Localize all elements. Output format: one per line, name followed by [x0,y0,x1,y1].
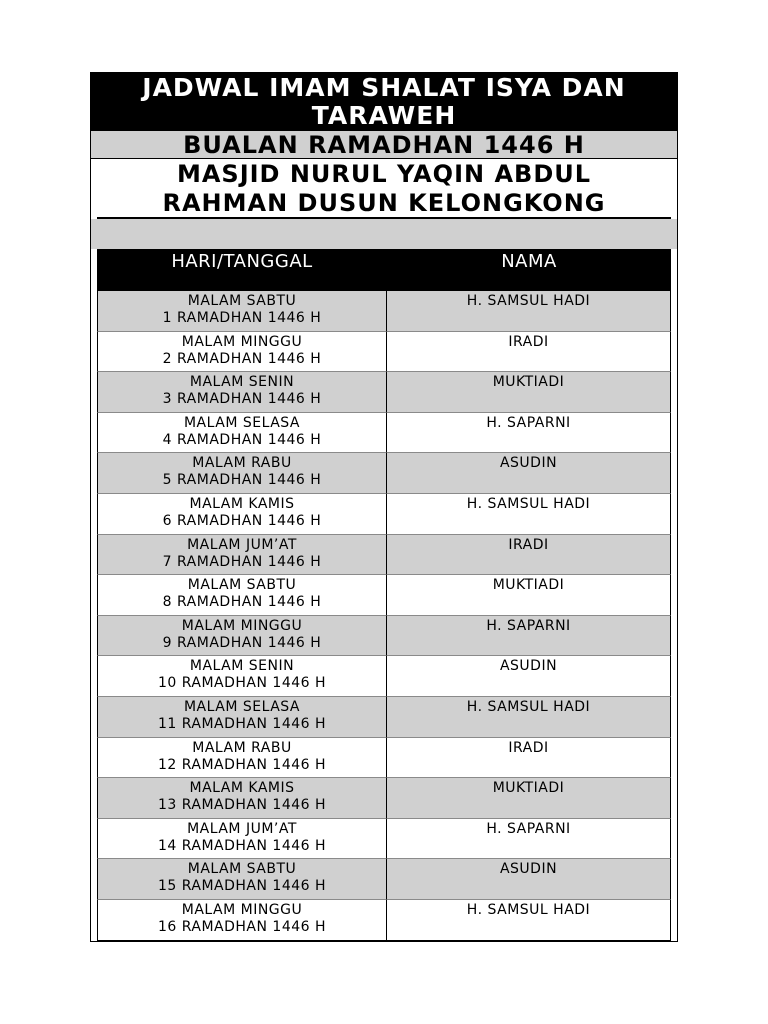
table-row [97,738,671,779]
night-label: MALAM JUM’AT [187,536,297,553]
document-subtitle: BUALAN RAMADHAN 1446 H [91,131,677,159]
day-cell [97,332,387,373]
table-row [97,413,671,454]
imam-name-cell: H. SAMSUL HADI [387,697,671,738]
day-cell [97,778,387,819]
night-label: MALAM SABTU [187,861,297,878]
date-label: 14 RAMADHAN 1446 H [157,837,327,854]
date-label: 7 RAMADHAN 1446 H [162,553,322,570]
imam-name-cell: ASUDIN [387,656,671,697]
mosque-name-line-2: RAHMAN DUSUN KELONGKONG [162,189,606,217]
imam-name-cell: IRADI [387,738,671,779]
date-label: 3 RAMADHAN 1446 H [162,391,322,408]
imam-name-cell: H. SAMSUL HADI [387,900,671,941]
night-label: MALAM MINGGU [181,333,303,350]
schedule-sheet [90,72,678,942]
night-label: MALAM KAMIS [189,780,295,797]
day-cell [97,291,387,332]
night-label: MALAM KAMIS [189,495,295,512]
date-label: 10 RAMADHAN 1446 H [157,675,327,692]
date-label: 16 RAMADHAN 1446 H [157,918,327,935]
night-label: MALAM RABU [192,739,292,756]
day-cell [97,656,387,697]
document-title: JADWAL IMAM SHALAT ISYA DAN TARAWEH [91,73,677,131]
night-label: MALAM SELASA [183,698,301,715]
date-label: 12 RAMADHAN 1446 H [157,756,327,773]
date-label: 2 RAMADHAN 1446 H [162,350,322,367]
table-row [97,575,671,616]
spacer-band [91,219,677,249]
mosque-name-line-1: MASJID NURUL YAQIN ABDUL [176,160,592,188]
day-cell [97,616,387,657]
night-label: MALAM MINGGU [181,617,303,634]
imam-name-cell: MUKTIADI [387,372,671,413]
schedule-table [97,249,671,941]
table-row [97,656,671,697]
date-label: 15 RAMADHAN 1446 H [157,878,327,895]
day-cell [97,738,387,779]
imam-name-cell: IRADI [387,332,671,373]
imam-name-cell: H. SAPARNI [387,413,671,454]
date-label: 9 RAMADHAN 1446 H [162,634,322,651]
table-row [97,291,671,332]
date-label: 13 RAMADHAN 1446 H [157,797,327,814]
date-label: 5 RAMADHAN 1446 H [162,472,322,489]
day-cell [97,900,387,941]
table-header [97,249,671,291]
table-row [97,453,671,494]
date-label: 8 RAMADHAN 1446 H [162,594,322,611]
table-row [97,778,671,819]
table-row [97,819,671,860]
night-label: MALAM SABTU [187,577,297,594]
imam-name-cell: ASUDIN [387,859,671,900]
day-cell [97,575,387,616]
night-label: MALAM SENIN [189,658,295,675]
table-row [97,494,671,535]
table-row [97,900,671,941]
imam-name-cell: IRADI [387,535,671,576]
night-label: MALAM MINGGU [181,901,303,918]
header-day: HARI/TANGGAL [171,251,313,272]
night-label: MALAM JUM’AT [187,820,297,837]
day-cell [97,859,387,900]
day-cell [97,535,387,576]
table-row [97,332,671,373]
table-body [97,291,671,941]
date-label: 1 RAMADHAN 1446 H [162,310,322,326]
mosque-name [91,160,677,218]
day-cell [97,494,387,535]
imam-name-cell: ASUDIN [387,453,671,494]
night-label: MALAM SENIN [189,374,295,391]
day-cell [97,819,387,860]
day-cell [97,453,387,494]
table-row [97,859,671,900]
table-row [97,535,671,576]
table-row [97,372,671,413]
imam-name-cell: H. SAPARNI [387,616,671,657]
header-name: NAMA [501,251,557,272]
night-label: MALAM RABU [192,455,292,472]
date-label: 11 RAMADHAN 1446 H [157,715,327,732]
date-label: 6 RAMADHAN 1446 H [162,512,322,529]
night-label: MALAM SABTU [187,293,297,309]
table-row [97,616,671,657]
date-label: 4 RAMADHAN 1446 H [162,431,322,448]
imam-name-cell: H. SAMSUL HADI [387,494,671,535]
imam-name-cell: MUKTIADI [387,778,671,819]
day-cell [97,413,387,454]
imam-name-cell: H. SAPARNI [387,819,671,860]
day-cell [97,697,387,738]
imam-name-cell: MUKTIADI [387,575,671,616]
day-cell [97,372,387,413]
table-row [97,697,671,738]
imam-name-cell: H. SAMSUL HADI [387,291,671,332]
night-label: MALAM SELASA [183,414,301,431]
